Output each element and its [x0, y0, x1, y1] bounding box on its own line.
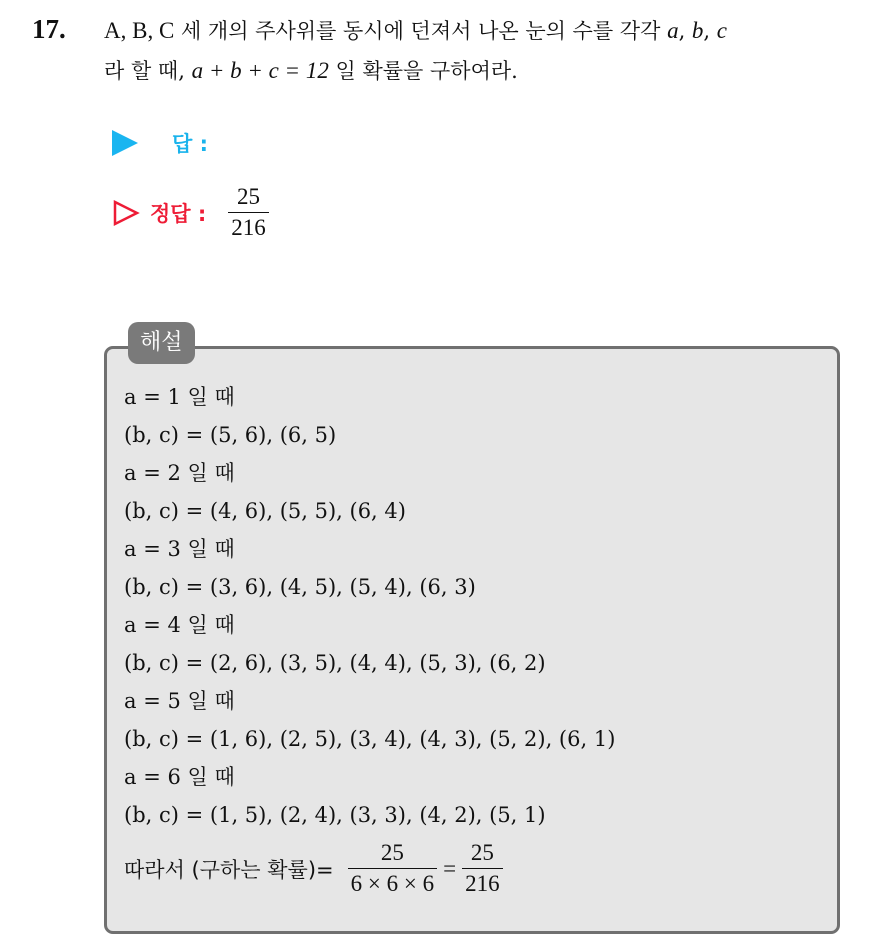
dice-names: A, B, C	[104, 18, 175, 43]
solution-line: (b, c) = (2, 6), (3, 5), (4, 4), (5, 3), (6, 2)	[124, 651, 546, 675]
problem-number: 17.	[32, 14, 66, 44]
solution-line: a = 1 일 때	[124, 385, 235, 409]
final-prefix: 따라서 (구하는 확률)=	[124, 857, 334, 882]
question-line-2	[104, 56, 518, 86]
question-line-1	[104, 16, 727, 46]
answer-denominator: 216	[231, 215, 266, 240]
sum-equation: a + b + c = 12	[191, 58, 329, 83]
comma: ,	[703, 19, 717, 43]
comma: ,	[678, 19, 692, 43]
equals-sign: =	[443, 855, 457, 881]
answer-row	[112, 128, 208, 158]
solution-body	[124, 378, 615, 897]
correct-answer-row	[112, 184, 269, 241]
answer-numerator: 25	[237, 184, 261, 209]
final-denominator: 6 × 6 × 6	[350, 871, 435, 896]
final-expression	[124, 840, 615, 897]
result-fraction	[462, 840, 503, 897]
result-numerator: 25	[470, 840, 494, 865]
solution-line: a = 3 일 때	[124, 537, 235, 561]
answer-label: 답 :	[172, 132, 208, 156]
solution-line: (b, c) = (4, 6), (5, 5), (6, 4)	[124, 499, 406, 523]
solution-line: (b, c) = (1, 6), (2, 5), (3, 4), (4, 3), (5, 2), (6, 1)	[124, 727, 616, 751]
solution-line: (b, c) = (5, 6), (6, 5)	[124, 423, 337, 447]
solution-line: a = 4 일 때	[124, 613, 235, 637]
question-text-3: 일 확률을 구하여라.	[328, 59, 518, 83]
var-b: b	[691, 18, 704, 43]
var-a: a	[667, 18, 679, 43]
solution-line: a = 5 일 때	[124, 689, 235, 713]
play-icon	[112, 130, 138, 156]
solution-tag: 해설	[128, 322, 195, 364]
answer-fraction	[228, 184, 269, 241]
question-text-1: 세 개의 주사위를 동시에 던져서 나온 눈의 수를 각각	[174, 19, 668, 43]
solution-line: (b, c) = (3, 6), (4, 5), (5, 4), (6, 3)	[124, 575, 476, 599]
correct-answer-label: 정답 :	[150, 201, 207, 226]
probability-fraction	[348, 840, 437, 897]
solution-line: a = 2 일 때	[124, 461, 235, 485]
solution-line: a = 6 일 때	[124, 765, 235, 789]
solution-line: (b, c) = (1, 5), (2, 4), (3, 3), (4, 2), (5, 1)	[124, 803, 546, 827]
outline-play-icon	[112, 199, 140, 227]
var-c: c	[716, 18, 727, 43]
question-text-2: 라 할 때,	[104, 59, 192, 83]
final-numerator: 25	[380, 840, 404, 865]
result-denominator: 216	[465, 871, 500, 896]
